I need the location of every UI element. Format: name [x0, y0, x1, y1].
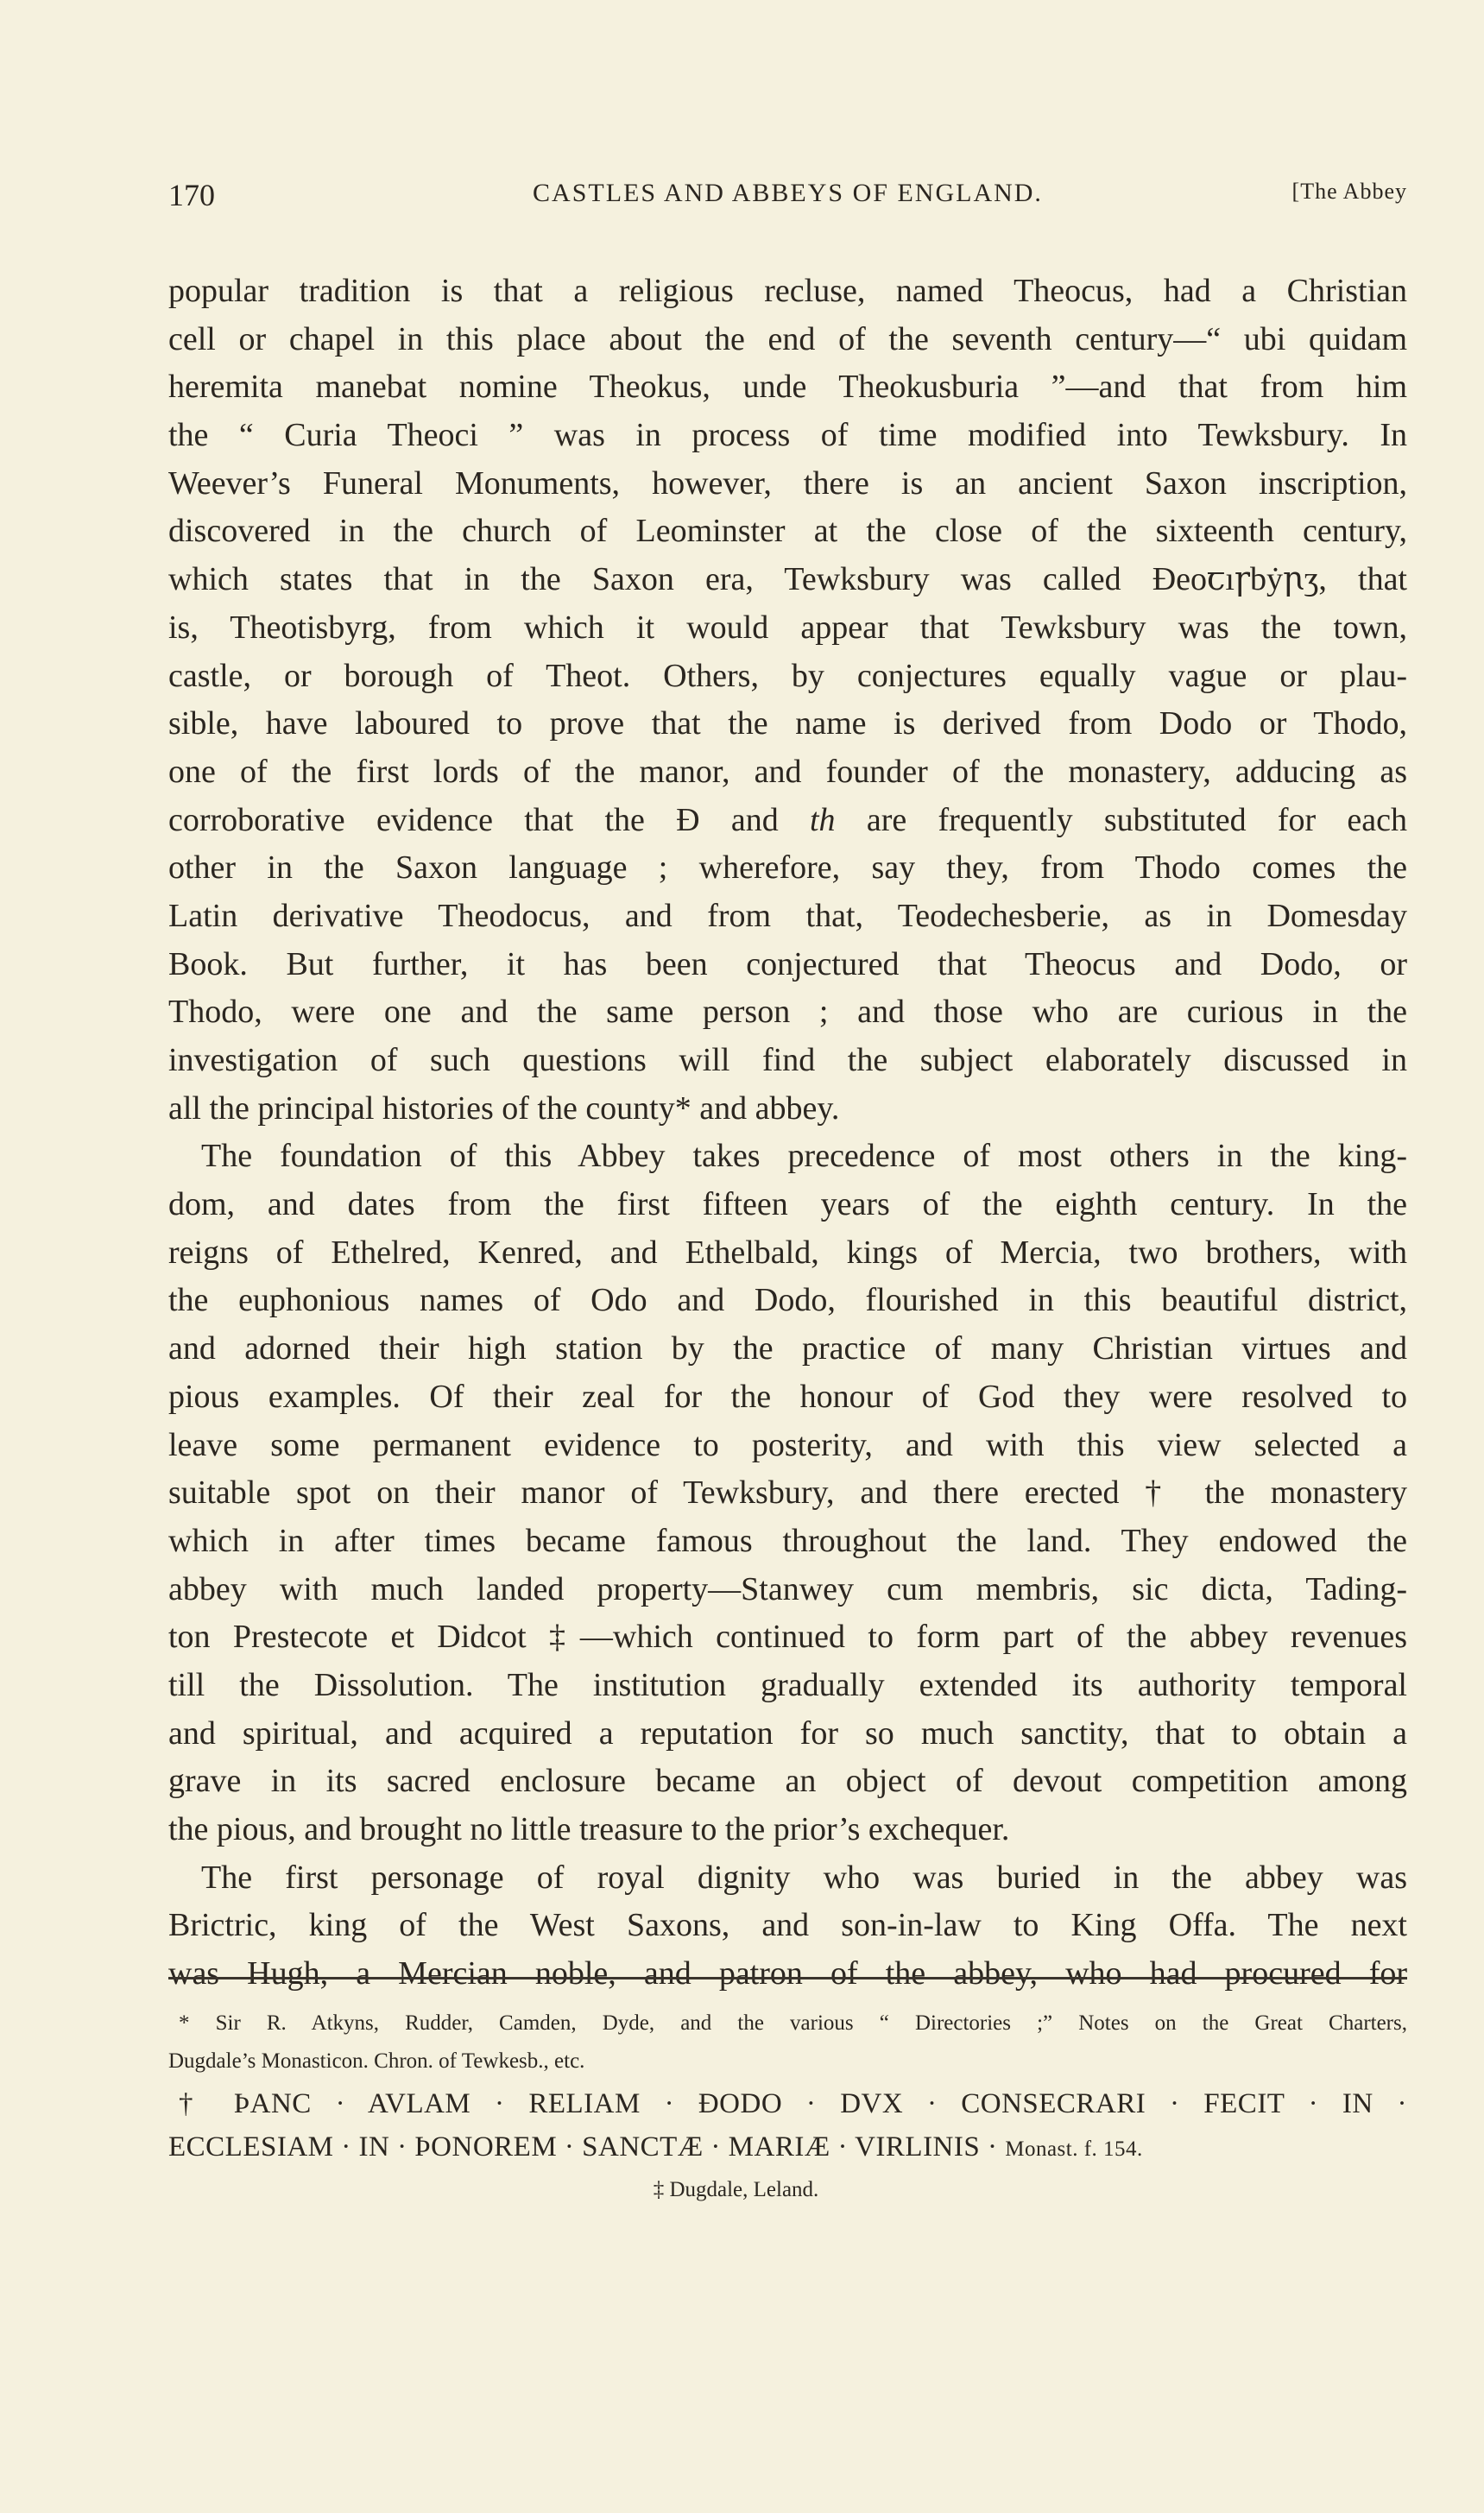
text-line	[168, 412, 1407, 460]
line-text: is, Theotisbyrg, from which it would appear that Tewksbury was the town,	[168, 609, 1407, 646]
body-text	[168, 268, 1407, 1998]
italic-text: th	[810, 801, 836, 838]
line-text: The first personage of royal dignity who was buried in the abbey was	[201, 1859, 1407, 1896]
line-text: dom, and dates from the first fifteen years of the eighth century. In the	[168, 1186, 1407, 1223]
line-text: leave some permanent evidence to posterity, and with this view selected a	[168, 1426, 1407, 1463]
text-line	[168, 508, 1407, 556]
line-text: cell or chapel in this place about the end of the seventh century—“ ubi quidam	[168, 320, 1407, 357]
page-number: 170	[168, 178, 215, 212]
line-text: other in the Saxon language ; wherefore, say they, from Thodo comes the	[168, 849, 1407, 887]
line-text: Brictric, king of the West Saxons, and son-in-law to King Offa. The next	[168, 1907, 1407, 1944]
line-text: pious examples. Of their zeal for the honour of God they were resolved to	[168, 1378, 1407, 1415]
text-line	[168, 1566, 1407, 1614]
line-text: abbey with much landed property—Stanwey cum membris, sic dicta, Tading-	[168, 1570, 1407, 1607]
text-line	[168, 316, 1407, 364]
footnote-dagger-line-1: † ÞANC · AVLAM · RELIAM · ÐODO · DVX · CONSECRARI · FECIT · IN ·	[179, 2088, 1407, 2119]
running-header	[168, 177, 1407, 220]
text-line	[168, 604, 1407, 653]
line-text: investigation of such questions will find the subject elaborately discussed in	[168, 1042, 1407, 1078]
footnote-divider	[168, 1977, 1407, 1979]
line-text: the “ Curia Theoci ” was in process of time modified into Tewksbury. In	[168, 417, 1407, 454]
footnote-star-line-2: Dugdale’s Monasticon. Chron. of Tewkesb., etc.	[168, 2049, 585, 2073]
line-text: Weever’s Funeral Monuments, however, there is an ancient Saxon inscription,	[168, 464, 1407, 502]
text-line	[168, 893, 1407, 941]
line-text: are frequently substituted for each	[835, 801, 1407, 838]
footnote-dagger-line-2	[168, 2125, 1407, 2171]
text-line	[168, 1325, 1407, 1373]
text-line	[168, 1662, 1407, 1710]
line-text: corroborative evidence that the Ð and	[168, 801, 810, 838]
line-text: discovered in the church of Leominster at the close of the sixteenth century,	[168, 513, 1407, 550]
text-line	[168, 268, 1407, 316]
line-text: one of the first lords of the manor, and founder of the monastery, adducing as	[168, 753, 1407, 790]
footnote-star-line-1: * Sir R. Atkyns, Rudder, Camden, Dyde, and the various “ Directories ;” Notes on the Great Charters,	[179, 2011, 1407, 2035]
line-text: Thodo, were one and the same person ; and those who are curious in the	[168, 994, 1407, 1031]
text-line	[168, 1469, 1407, 1518]
line-text: Book. But further, it has been conjectured that Theocus and Dodo, or	[168, 945, 1407, 982]
line-text: suitable spot on their manor of Tewksbury, and there erected † the monastery	[168, 1474, 1407, 1512]
inscription-reference: Monast. f. 154.	[1005, 2137, 1143, 2161]
section-marker: [The Abbey	[1291, 179, 1407, 204]
text-line	[168, 1710, 1407, 1758]
line-text: sible, have laboured to prove that the name is derived from Dodo or Thodo,	[168, 705, 1407, 742]
text-line	[168, 700, 1407, 748]
line-text: castle, or borough of Theot. Others, by conjectures equally vague or plau-	[168, 657, 1407, 694]
text-line	[168, 1613, 1407, 1662]
line-text: till the Dissolution. The institution gradually extended its authority temporal	[168, 1666, 1407, 1703]
text-line	[168, 1854, 1407, 1903]
text-line	[168, 1085, 1407, 1133]
line-text: the pious, and brought no little treasure to the prior’s exchequer.	[168, 1811, 1010, 1847]
text-line	[168, 748, 1407, 797]
line-text: The foundation of this Abbey takes precedence of most others in the king-	[201, 1138, 1407, 1175]
line-text: which states that in the Saxon era, Tewksbury was called Ðeoꞇıꞅbẏꞃʒ, that	[168, 561, 1407, 598]
line-text: the euphonious names of Odo and Dodo, flourished in this beautiful district,	[168, 1282, 1407, 1319]
line-text: and adorned their high station by the practice of many Christian virtues and	[168, 1330, 1407, 1367]
text-line	[168, 797, 1407, 845]
text-line	[168, 1229, 1407, 1278]
running-title: CASTLES AND ABBEYS OF ENGLAND.	[533, 179, 1043, 207]
text-line	[168, 1758, 1407, 1806]
line-text: ton Prestecote et Didcot ‡—which continued to form part of the abbey revenues	[168, 1619, 1407, 1656]
text-line	[168, 1806, 1407, 1854]
text-line	[168, 460, 1407, 508]
text-line	[168, 1181, 1407, 1229]
text-line	[168, 1133, 1407, 1181]
text-line	[168, 1373, 1407, 1422]
text-line	[168, 988, 1407, 1037]
line-text: heremita manebat nomine Theokus, unde Theokusburia ”—and that from him	[168, 369, 1407, 406]
text-line	[168, 1277, 1407, 1325]
footnote-double-dagger: ‡ Dugdale, Leland.	[653, 2178, 819, 2201]
line-text: which in after times became famous throughout the land. They endowed the	[168, 1522, 1407, 1559]
inscription-text: ECCLESIAM · IN · ÞONOREM · SANCTÆ · MARIÆ · VIRLINIS ·	[168, 2131, 998, 2163]
text-line	[168, 941, 1407, 989]
text-line	[168, 844, 1407, 893]
footnotes	[168, 2005, 1407, 2209]
line-text: was Hugh, a Mercian noble, and patron of the abbey, who had procured for	[168, 1955, 1407, 1992]
line-text: all the principal histories of the county* and abbey.	[168, 1089, 840, 1127]
text-line	[168, 556, 1407, 604]
line-text: and spiritual, and acquired a reputation for so much sanctity, that to obtain a	[168, 1714, 1407, 1752]
line-text: grave in its sacred enclosure became an object of devout competition among	[168, 1763, 1407, 1800]
text-line	[168, 1518, 1407, 1566]
text-line	[168, 363, 1407, 412]
text-line	[168, 1902, 1407, 1950]
text-line	[168, 653, 1407, 701]
text-line	[168, 1422, 1407, 1470]
line-text: reigns of Ethelred, Kenred, and Ethelbald, kings of Mercia, two brothers, with	[168, 1234, 1407, 1271]
text-line	[168, 1950, 1407, 1998]
line-text: Latin derivative Theodocus, and from that, Teodechesberie, as in Domesday	[168, 897, 1407, 934]
line-text: popular tradition is that a religious recluse, named Theocus, had a Christian	[168, 273, 1407, 309]
text-line	[168, 1037, 1407, 1085]
